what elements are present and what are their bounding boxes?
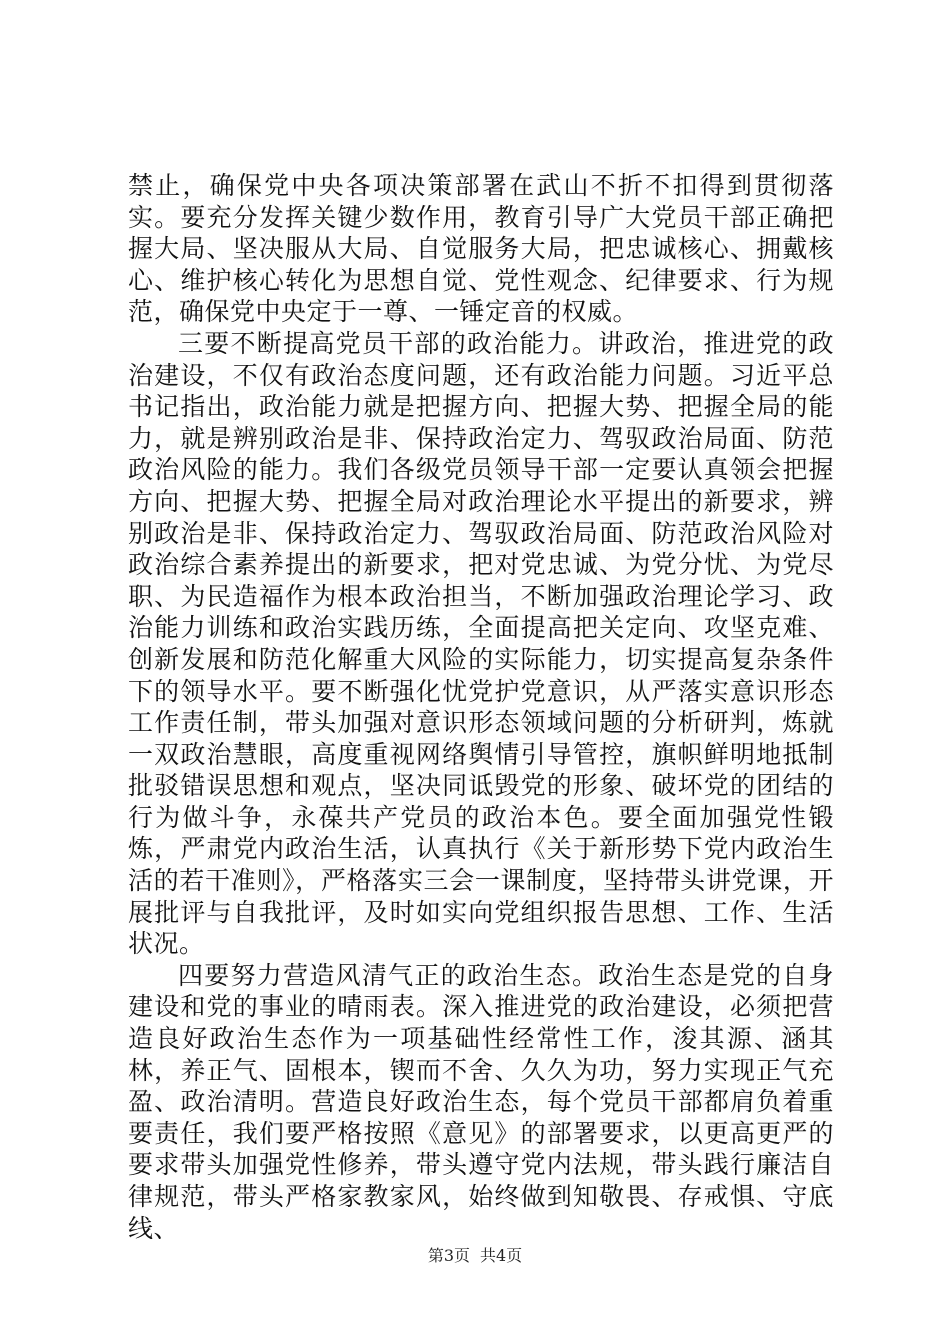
page-number: 第3页	[427, 1246, 470, 1265]
page-total: 共4页	[480, 1246, 523, 1265]
paragraph-continuation: 禁止，确保党中央各项决策部署在武山不折不扣得到贯彻落实。要充分发挥关键少数作用，教育引导广大党员干部正确把握大局、坚决服从大局、自觉服务大局，把忠诚核心、拥戴核心、维护核心转化为思想自觉、党性观念、纪律要求、行为规范，确保党中央定于一尊、一锤定音的权威。	[128, 171, 834, 327]
page-footer	[0, 1246, 950, 1266]
document-body	[128, 170, 834, 1244]
paragraph-political-ecology: 四要努力营造风清气正的政治生态。政治生态是党的自身建设和党的事业的晴雨表。深入推进党的政治建设，必须把营造良好政治生态作为一项基础性经常性工作，浚其源、涵其林，养正气、固根本，锲而不舍、久久为功，努力实现正气充盈、政治清明。营造良好政治生态，每个党员干部都肩负着重要责任，我们要严格按照《意见》的部署要求，以更高更严的要求带头加强党性修养，带头遵守党内法规，带头践行廉洁自律规范，带头严格家教家风，始终做到知敬畏、存戒惧、守底线、	[128, 960, 834, 1243]
paragraph-political-capability: 三要不断提高党员干部的政治能力。讲政治，推进党的政治建设，不仅有政治态度问题，还有政治能力问题。习近平总书记指出，政治能力就是把握方向、把握大势、把握全局的能力，就是辨别政治是非、保持政治定力、驾驭政治局面、防范政治风险的能力。我们各级党员领导干部一定要认真领会把握方向、把握大势、把握全局对政治理论水平提出的新要求，辨别政治是非、保持政治定力、驾驭政治局面、防范政治风险对政治综合素养提出的新要求，把对党忠诚、为党分忧、为党尽职、为民造福作为根本政治担当，不断加强政治理论学习、政治能力训练和政治实践历练，全面提高把关定向、攻坚克难、创新发展和防范化解重大风险的实际能力，切实提高复杂条件下的领导水平。要不断强化忧党护党意识，从严落实意识形态工作责任制，带头加强对意识形态领域问题的分析研判，炼就一双政治慧眼，高度重视网络舆情引导管控，旗帜鲜明地抵制批驳错误思想和观点，坚决同诋毁党的形象、破坏党的团结的行为做斗争，永葆共产党员的政治本色。要全面加强党性锻炼，严肃党内政治生活，认真执行《关于新形势下党内政治生活的若干准则》，严格落实三会一课制度，坚持带头讲党课，开展批评与自我批评，及时如实向党组织报告思想、工作、生活状况。	[128, 328, 834, 959]
